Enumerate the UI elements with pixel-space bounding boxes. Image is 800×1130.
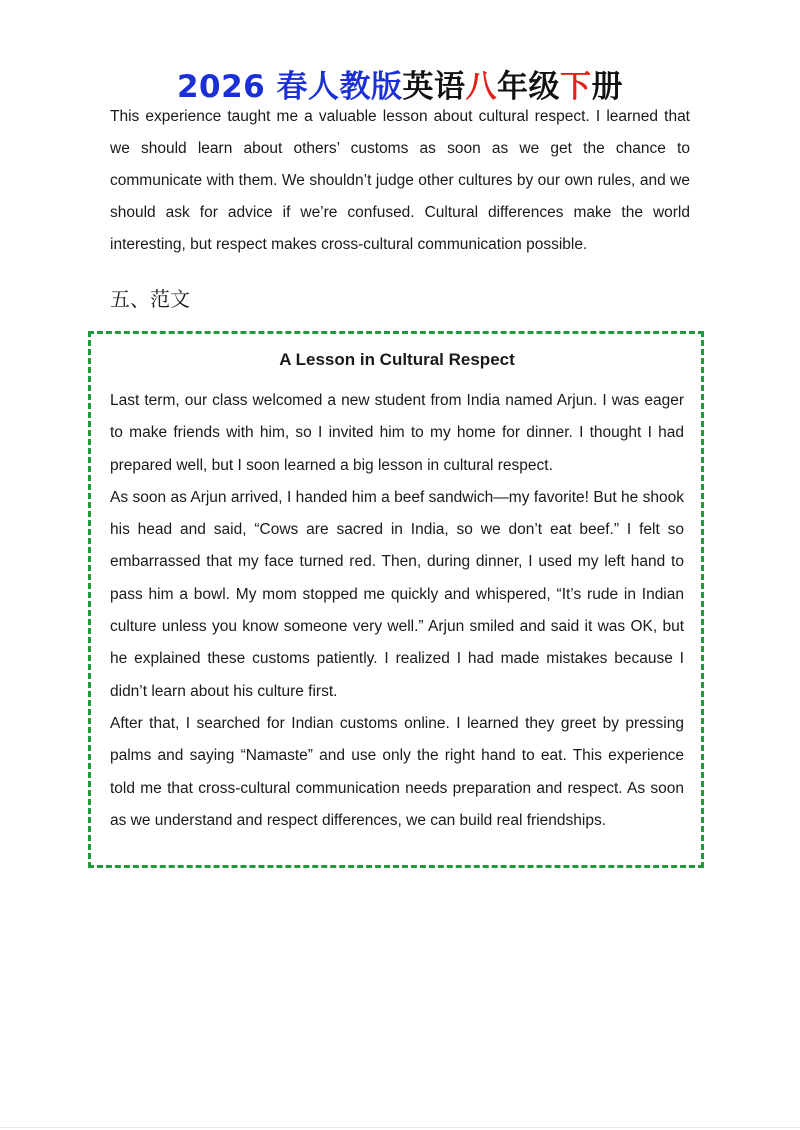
page-bottom-divider [0,1127,800,1128]
title-part-edition: 2026 春人教版 [176,68,403,105]
title-part-volume: 下 [560,68,592,105]
title-part-grade-number: 八 [465,68,498,105]
intro-paragraph: This experience taught me a valuable lesson about cultural respect. I learned that we should learn about others’ customs as soon as we get the chance to communicate with them. We shouldn’t judge other cultures by our own rules, and we should ask for advice if we’re confused. Cultural differences make the world interesting, but respect makes cross-cultural communication possible. [110,108,690,253]
section-heading: 五、范文 [110,287,190,311]
essay-paragraph: As soon as Arjun arrived, I handed him a beef sandwich—my favorite! But he shook his head and said, “Cows are sacred in India, so we don’t eat beef.” I felt so embarrassed that my face turned red. Then, during dinner, I used my left hand to pass him a bowl. My mom stopped me quickly and whispered, “It’s rude in Indian culture unless you know someone very well.” Arjun smiled and said it was OK, but he explained these customs patiently. I realized I had made mistakes because I didn’t learn about his culture first. [110,488,684,700]
essay-paragraph: Last term, our class welcomed a new student from India named Arjun. I was eager to make friends with him, so I invited him to my home for dinner. I thought I had prepared well, but I soon learned a big lesson in cultural respect. [110,392,684,474]
model-essay-box [88,331,704,868]
title-part-grade: 年级 [497,68,561,105]
essay-paragraph: After that, I searched for Indian customs online. I learned they greet by pressing palms and saying “Namaste” and use only the right hand to eat. This experience told me that cross-cultural communication needs preparation and respect. As soon as we understand and respect differences, we can build real friendships. [110,714,684,829]
title-part-subject: 英语 [402,68,466,105]
essay-title: A Lesson in Cultural Respect [279,350,515,369]
title-part-book: 册 [591,68,624,105]
